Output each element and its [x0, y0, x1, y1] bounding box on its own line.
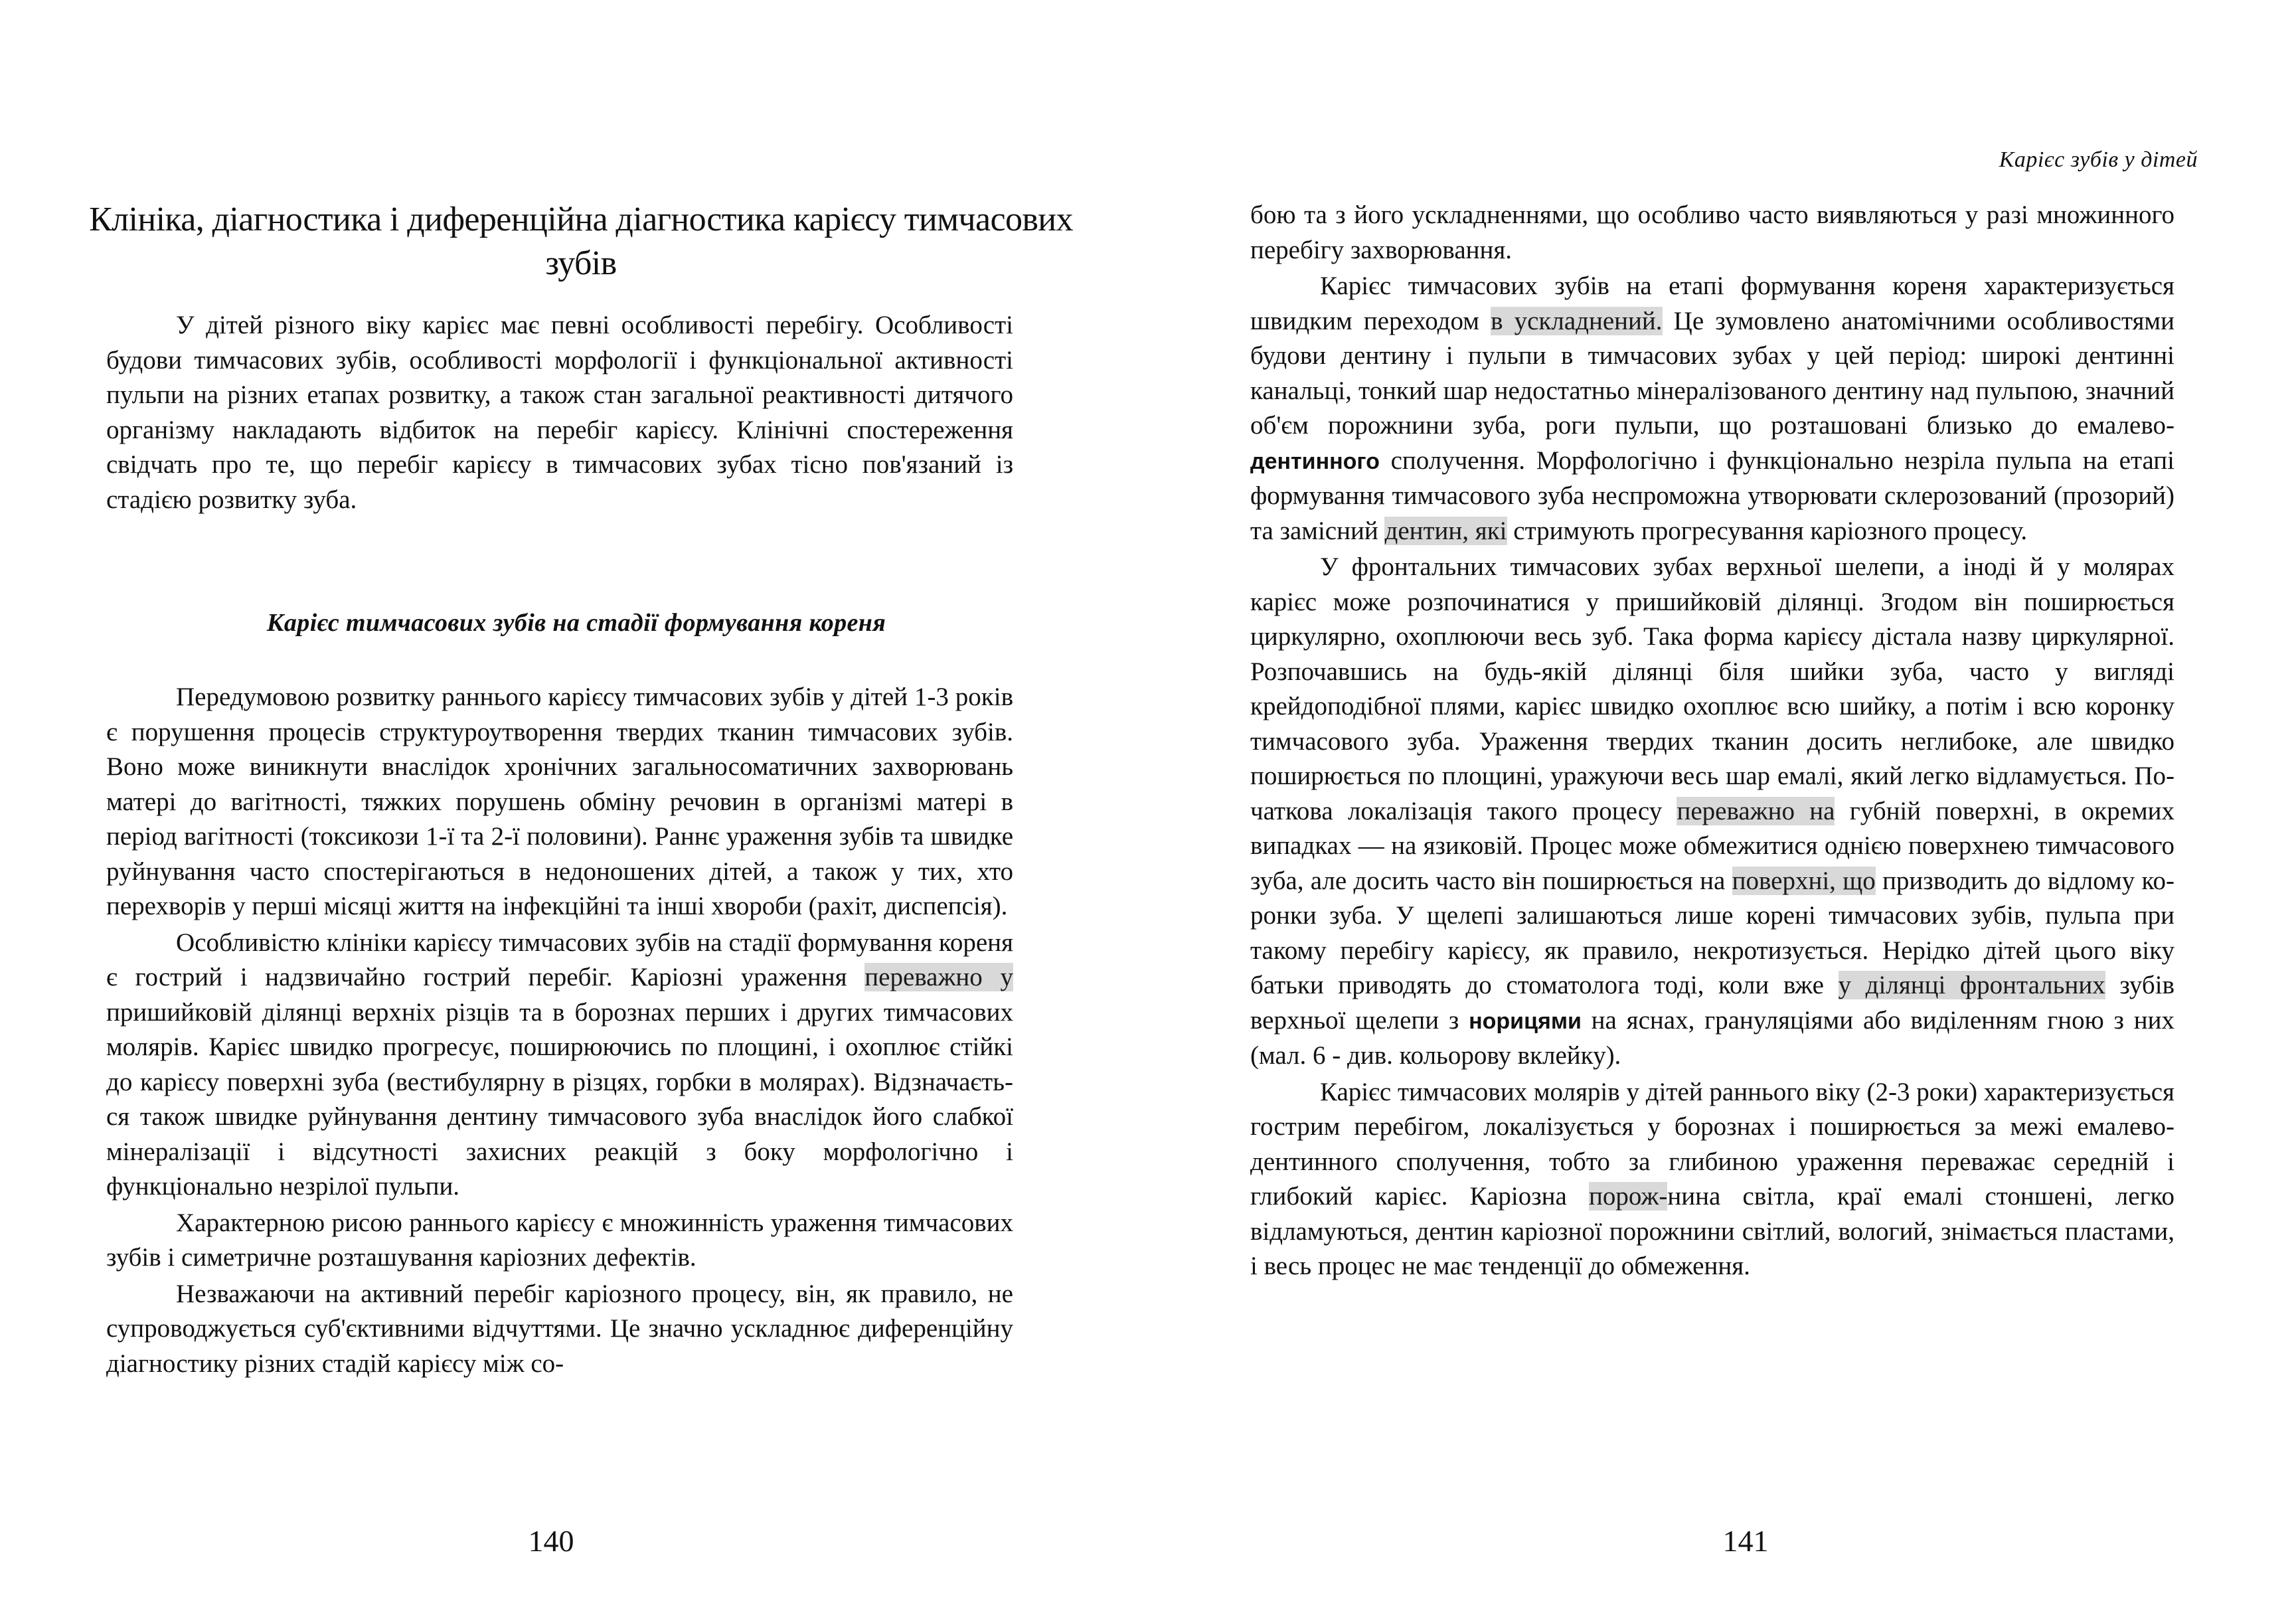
paragraph-1: Передумовою розвитку раннього карієсу тимчасових зубів у дітей 1-3 років є порушення процесів структуроутворення твердих тканин тимчасових зубів. Воно може виникнути внаслідок хронічних загальносоматичних захворювань матері до вагітності, тяжких порушень обміну речовин в організмі матері в період вагітності (токсикози 1-ї та 2-ї половини). Раннє ураження зубів та швидке руйнування часто спостерігаються в недоношених дітей, а також у тих, хто перехворів у перші місяці життя на інфекційні та інші хвороби (рахіт, диспепсія).: [106, 683, 1013, 920]
page-number: 140: [528, 1524, 574, 1558]
highlighted-phrase: порож-: [1589, 1182, 1668, 1211]
bold-term: норицями: [1469, 1008, 1582, 1034]
right-page: [1148, 0, 2296, 1599]
highlighted-phrase: дентин, які: [1384, 516, 1507, 545]
section-heading: Карієс тимчасових зубів на стадії формування кореня: [266, 609, 886, 637]
paragraph-3: Характерною рисою раннього карієсу є множинність ураження тимчасових зубів і симетричне розташування каріозних дефектів.: [106, 1208, 1013, 1272]
page-number: 141: [1722, 1524, 1769, 1558]
paragraph-1: Карієс тимчасових зубів на етапі формування кореня характеризується швидким переходом в ускладнений. Це зумовлено анатомічними особливостями будови дентину і пульпи в тимчасових зубах у цей період: широкі дентинні канальці, тонкий шар недостатньо мінералізованого дентину над пульпою, значний об'єм порожнини зуба, роги пульпи, що розташовані близько до емалево-дентинного сполучення. Морфологічно і функціонально незріла пульпа на етапі формування тимчасового зуба неспроможна утворювати склерозований (прозорий) та замісний дентин, які стримують прогресування каріозного процесу.: [1250, 272, 2174, 545]
chapter-title: Клініка, діагностика і диференційна діагностика карієсу тимчасових зубів: [89, 201, 1073, 282]
paragraph-2: У фронтальних тимчасових зубах верхньої шелепи, а іноді й у молярах карієс може розпочинатися у пришийковій ділянці. Згодом він поширюється циркулярно, охоплюючи весь зуб. Така форма карієсу дістала назву циркулярної. Розпочавшись на будь-якій ділянці біля шийки зуба, часто у вигляді крейдоподібної плями, карієс швидко охоплює всю шийку, а потім і всю коронку тимчасового зуба. Ураження твердих тканин досить неглибоке, але швидко поширюється по площині, уражуючи весь шар емалі, який легко відламується. Початкова локалізація такого процесу переважно на губній поверхні, в окремих випадках — на язиковій. Процес може обмежитися однією поверхнею тимчасового зуба, але досить часто він поширюється на поверхні, що призводить до відлому коронки зуба. У щелепі залишаються лише корені тимчасових зубів, пульпа при такому перебігу карієсу, як правило, некротизується. Нерідко дітей цього віку батьки приводять до стоматолога тоді, коли вже у ділянці фронтальних зубів верхньої щелепи з норицями на яснах, грануляціями або виділенням гною з них (мал. 6 - див. кольорову вклейку).: [1250, 552, 2174, 1070]
continuation-paragraph: бою та з його ускладненнями, що особливо часто виявляються у разі множинного перебігу захворювання.: [1250, 201, 2174, 264]
highlighted-phrase: в ускладнений.: [1491, 306, 1663, 335]
highlighted-phrase: переважно у: [864, 963, 1013, 991]
intro-paragraph: У дітей різного віку карієс має певні особливості перебігу. Особливості будови тимчасових зубів, особливості морфології і функціональної активності пульпи на різних етапах розвитку, а також стан загальної реактивності дитячого організму накладають відбиток на перебіг карієсу. Клінічні спостереження свідчать про те, що перебіг карієсу в тимчасових зубах тісно пов'язаний із стадією розвитку зуба.: [106, 311, 1013, 514]
paragraph-2: Особливістю клініки карієсу тимчасових зубів на стадії формування кореня є гострий і надзвичайно гострий перебіг. Каріозні ураження переважно у пришийковій ділянці верхніх різців та в борознах перших і других тимчасових молярів. Карієс швидко прогресує, поширюючись по площині, і охоплює стійкі до карієсу поверхні зуба (вестибулярну в різцях, горбки в молярах). Відзначається також швидке руйнування дентину тимчасового зуба внаслідок його слабкої мінералізації і відсутності захисних реакцій з боку морфологічно і функціонально незрілої пульпи.: [106, 928, 1013, 1201]
right-body-text: [1250, 198, 2174, 1284]
intro-block: [106, 308, 1013, 517]
left-body-text: [106, 680, 1013, 1381]
highlighted-phrase: переважно на: [1677, 796, 1835, 825]
paragraph-3: Карієс тимчасових молярів у дітей раннього віку (2-3 роки) характеризується гострим перебігом, локалізується у борознах і поширюється за межі емалево-дентинного сполучення, тобто за глибиною ураження переважає середній і глибокий карієс. Каріозна порож-нина світла, краї емалі стоншені, легко відламуються, дентин каріозної порожнини світлий, вологий, знімається пластами, і весь процес не має тенденції до обмеження.: [1250, 1077, 2174, 1280]
bold-term: дентинного: [1250, 448, 1380, 474]
highlighted-phrase: у ділянці фронтальних: [1838, 971, 2105, 999]
highlighted-phrase: поверхні, що: [1732, 866, 1876, 895]
running-head: Карієс зубів у дітей: [1999, 147, 2198, 172]
paragraph-4: Незважаючи на активний перебіг каріозного процесу, він, як правило, не супроводжується суб'єктивними відчуттями. Це значно ускладнює диференційну діагностику різних стадій карієсу між со-: [106, 1279, 1013, 1378]
